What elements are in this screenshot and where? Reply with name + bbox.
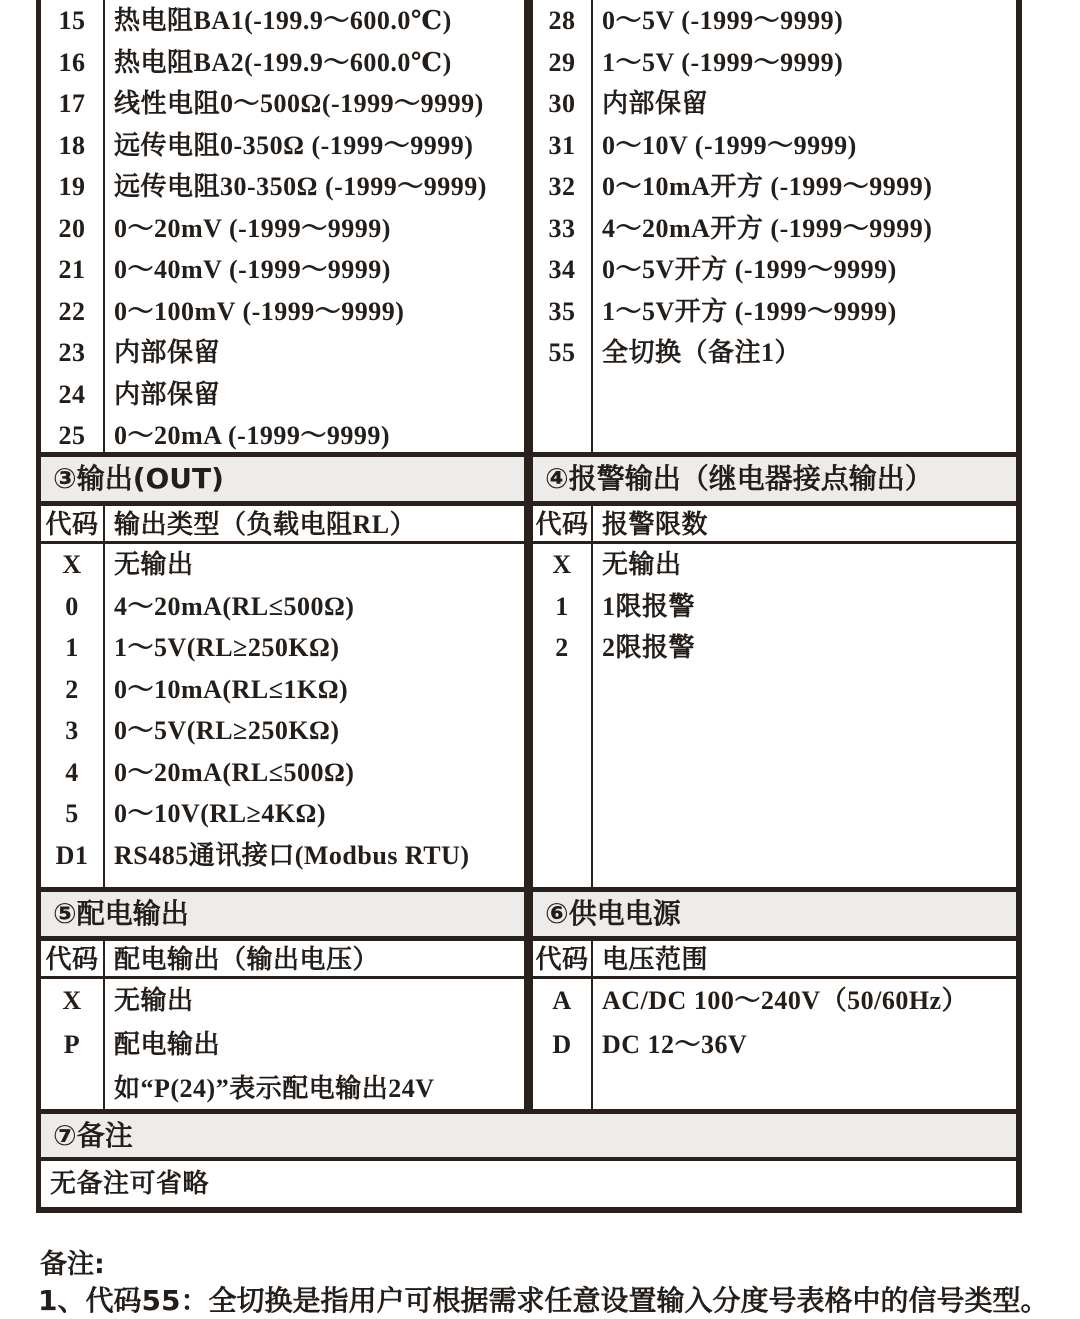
desc-column	[593, 0, 1016, 452]
column-header-desc: 配电输出（输出电压）	[114, 945, 380, 974]
desc-column	[105, 544, 524, 887]
code-cell: 21	[58, 255, 86, 285]
footnotes-title: 备注:	[40, 1249, 105, 1280]
code-cell: 22	[58, 296, 86, 326]
desc-cell: 内部保留	[602, 89, 709, 119]
code-cell: D1	[55, 840, 89, 870]
column-header-code: 代码	[41, 506, 105, 544]
desc-cell: 内部保留	[114, 379, 221, 409]
code-cell: 32	[548, 172, 576, 202]
code-column	[41, 544, 105, 887]
desc-cell: 0～20mV (-1999～9999)	[114, 213, 391, 243]
column-header-desc: 报警限数	[602, 510, 709, 539]
desc-cell: 0～10V(RL≥4KΩ)	[114, 799, 327, 828]
code-cell: X	[62, 550, 82, 579]
code-cell: 29	[548, 47, 576, 77]
code-column	[533, 544, 593, 887]
desc-cell: DC 12～36V	[602, 1030, 748, 1059]
desc-cell: 0～5V (-1999～9999)	[602, 6, 844, 35]
desc-cell: 1～5V (-1999～9999)	[602, 47, 844, 77]
section-title-remark: ⑦备注	[41, 1114, 1016, 1157]
desc-column	[105, 0, 524, 452]
desc-cell: 0～5V开方 (-1999～9999)	[602, 255, 897, 285]
code-cell: 2	[65, 674, 79, 704]
desc-cell: 如“P(24)”表示配电输出24V	[114, 1074, 435, 1103]
input-table-left	[41, 0, 533, 452]
desc-cell: 0～10mA开方 (-1999～9999)	[602, 172, 933, 202]
code-cell: A	[552, 986, 572, 1015]
desc-cell: 配电输出	[114, 1030, 221, 1059]
desc-cell: 4～20mA开方 (-1999～9999)	[602, 213, 933, 243]
code-column	[533, 979, 593, 1109]
section-band-powerout-supply	[41, 892, 1016, 941]
code-cell: 16	[58, 47, 86, 77]
code-cell: 19	[58, 172, 86, 202]
desc-cell: 0～40mV (-1999～9999)	[114, 255, 391, 285]
powerout-supply-body	[41, 979, 1016, 1114]
desc-column	[593, 544, 1016, 887]
desc-cell: 全切换（备注1）	[602, 338, 802, 368]
output-alarm-body	[41, 544, 1016, 892]
code-cell: 23	[58, 338, 86, 368]
column-header-desc: 电压范围	[602, 945, 709, 974]
desc-cell: 0～10V (-1999～9999)	[602, 130, 857, 160]
desc-cell: 无输出	[114, 986, 194, 1015]
code-cell: 28	[548, 6, 576, 35]
desc-cell: 线性电阻0～500Ω(-1999～9999)	[114, 89, 484, 119]
desc-cell: 无输出	[602, 550, 682, 579]
desc-column	[105, 979, 524, 1109]
column-header-row	[41, 506, 1016, 544]
code-cell: 55	[548, 338, 576, 368]
desc-cell: 内部保留	[114, 338, 221, 368]
code-cell: X	[552, 550, 572, 579]
column-header-row	[41, 941, 1016, 979]
column-header-code: 代码	[41, 941, 105, 979]
desc-cell: 热电阻BA2(-199.9～600.0℃)	[114, 47, 452, 77]
section-title-output: ③输出(OUT)	[41, 457, 524, 501]
section-title-supply: ⑥供电电源	[533, 892, 1016, 936]
code-cell: 30	[548, 89, 576, 119]
remark-content: 无备注可省略	[50, 1169, 210, 1198]
code-cell: 2	[555, 633, 569, 662]
code-cell: X	[62, 986, 82, 1015]
section-band-remark	[41, 1114, 1016, 1161]
power-out-table	[41, 979, 533, 1109]
code-cell: 5	[65, 799, 79, 828]
code-cell: 34	[548, 255, 576, 285]
code-cell: 3	[65, 716, 79, 745]
desc-cell: 0～100mV (-1999～9999)	[114, 296, 405, 326]
code-column	[41, 0, 105, 452]
ordering-code-table	[36, 0, 1022, 1213]
code-cell: 33	[548, 213, 576, 243]
code-cell: 18	[58, 130, 86, 160]
desc-cell: 0～20mA (-1999～9999)	[114, 421, 390, 451]
code-cell: 1	[65, 633, 79, 662]
desc-cell: 0～10mA(RL≤1KΩ)	[114, 674, 349, 704]
desc-cell: 4～20mA(RL≤500Ω)	[114, 591, 355, 621]
input-signal-section	[41, 0, 1016, 457]
supply-table	[533, 979, 1016, 1109]
desc-cell: 0～5V(RL≥250KΩ)	[114, 716, 340, 745]
desc-cell: 0～20mA(RL≤500Ω)	[114, 757, 355, 787]
section-title-alarm: ④报警输出（继电器接点输出）	[533, 457, 1016, 501]
code-cell: 1	[555, 591, 569, 621]
code-cell: 17	[58, 89, 86, 119]
code-column	[41, 979, 105, 1109]
footnote-1: 1、代码55：全切换是指用户可根据需求任意设置输入分度号表格中的信号类型。	[38, 1284, 1049, 1317]
output-table	[41, 544, 533, 887]
code-cell: 15	[58, 6, 86, 35]
code-cell: P	[63, 1030, 81, 1059]
desc-cell: 1～5V(RL≥250KΩ)	[114, 633, 340, 662]
desc-cell: 远传电阻30-350Ω (-1999～9999)	[114, 172, 487, 202]
column-header-code: 代码	[533, 506, 593, 544]
desc-cell: 2限报警	[602, 633, 696, 662]
desc-cell: RS485通讯接口(Modbus RTU)	[114, 840, 470, 870]
desc-cell: 热电阻BA1(-199.9～600.0℃)	[114, 6, 452, 35]
desc-cell: 无输出	[114, 550, 194, 579]
code-column	[533, 0, 593, 452]
code-cell: 35	[548, 296, 576, 326]
column-header-desc: 输出类型（负载电阻RL）	[114, 510, 417, 539]
code-cell	[41, 1067, 103, 1111]
desc-cell: 1限报警	[602, 591, 696, 621]
column-header-code: 代码	[533, 941, 593, 979]
code-cell: 20	[58, 213, 86, 243]
desc-column	[593, 979, 1016, 1109]
alarm-table	[533, 544, 1016, 887]
code-cell: 24	[58, 379, 86, 409]
code-cell: D	[552, 1030, 572, 1059]
section-title-power-out: ⑤配电输出	[41, 892, 524, 936]
section-band-output-alarm	[41, 457, 1016, 506]
desc-cell: AC/DC 100～240V（50/60Hz）	[602, 986, 969, 1015]
code-cell: 0	[65, 591, 79, 621]
code-cell: 25	[58, 421, 86, 451]
desc-cell: 远传电阻0-350Ω (-1999～9999)	[114, 130, 474, 160]
code-cell: 4	[65, 757, 79, 787]
desc-cell: 1～5V开方 (-1999～9999)	[602, 296, 897, 326]
code-cell: 31	[548, 130, 576, 160]
input-table-right	[533, 0, 1016, 452]
